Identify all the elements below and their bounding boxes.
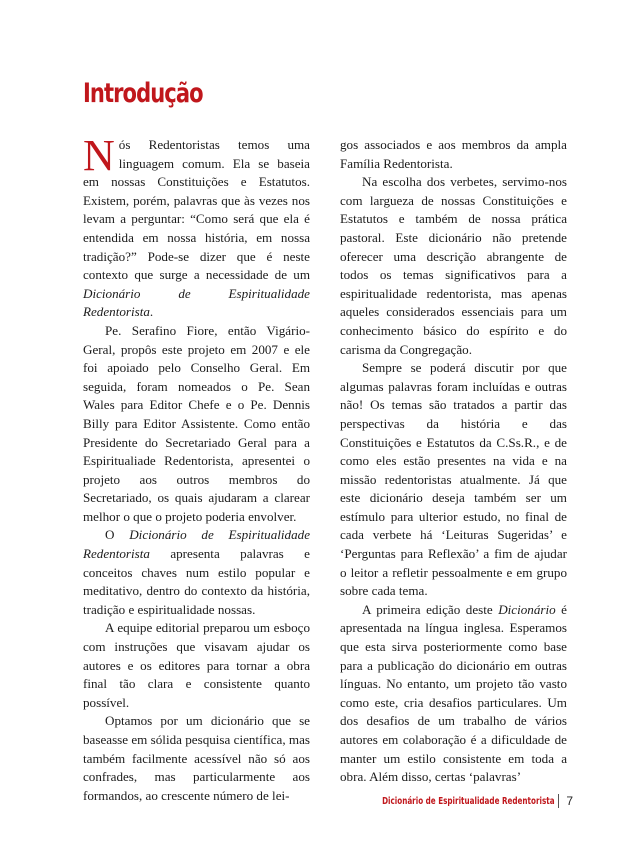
paragraph-7: Na escolha dos verbetes, servimo-nos com largueza de nossas Constituições e Estatutos e também de nossa prática pastoral. Este dicionário não pretende oferecer uma descrição abrangente de todos os temas significativos para a espiritualidade redentorista, mas apenas aqueles considerados essenciais para um conhecimento básico do espírito e do carisma da Congregação. <box>340 174 567 357</box>
page-number: 7 <box>566 794 573 808</box>
right-column <box>340 136 567 787</box>
paragraph-5: Optamos por um dicionário que se baseasse em sólida pesquisa científica, mas também facilmente acessível não só aos confrades, mas particularmente aos formandos, ao crescente número de lei- <box>83 713 310 803</box>
paragraph-6: gos associados e aos membros da ampla Família Redentorista. <box>340 137 567 171</box>
paragraph-2: Pe. Serafino Fiore, então Vigário-Geral, propôs este projeto em 2007 e ele foi apoiado pelo Conselho Geral. Em seguida, foram nomeados o Pe. Sean Wales para Editor Chefe e o Pe. Dennis Billy para Editor Assistente. Como então Presidente do Secretariado Geral para a Espiritualiade Redentorista, apresentei o projeto aos outros membros do Secretariado, os quais ajudaram a clarear melhor o que o projeto poderia envolver. <box>83 322 310 524</box>
drop-cap: N <box>83 131 115 180</box>
page-footer <box>315 794 573 808</box>
paragraph-9: A primeira edição deste Dicionário é apresentada na língua inglesa. Esperamos que esta sirva posteriormente como base para a publicação do dicionário em outras línguas. No entanto, um projeto tão vasto como este, cria desafios particulares. Um dos desafios de um trabalho de vários autores em colaboração é a dificuldade de manter um estilo consistente em toda a obra. Além disso, certas ‘palavras’ <box>340 601 567 785</box>
left-column <box>83 131 311 805</box>
page-title: Introdução <box>83 78 203 109</box>
paragraph-3: O Dicionário de Espiritualidade Redentorista apresenta palavras e conceitos chaves num estilo popular e meditativo, dentro do contexto da história, tradição e espiritualidade nossas. <box>83 527 311 617</box>
paragraph-1: Nós Redentoristas temos uma linguagem comum. Ela se baseia em nossas Constituições e Estatutos. Existem, porém, palavras que às vezes nos levam a perguntar: “Como será que ela é entendida em nossa história, em nossa tradição?” Pode-se dizer que é neste contexto que surge a necessidade de um Dicionário de Espiritualidade Redentorista. <box>83 131 310 320</box>
footer-divider <box>558 794 559 808</box>
running-title: Dicionário de Espiritualidade Redentorista <box>381 795 555 807</box>
paragraph-4: A equipe editorial preparou um esboço com instruções que visavam ajudar os autores e os editores para tornar a obra final tão clara e consistente quanto possível. <box>83 620 310 710</box>
paragraph-8: Sempre se poderá discutir por que algumas palavras foram incluídas e outras não! Os temas são tratados a partir das perspectivas da história e das Constituições e Estatutos da C.Ss.R., e de como eles estão presentes na vida e na missão redentoristas atualmente. Já que este dicionário deseja também ser um estímulo para ulterior estudo, no final de cada verbete há ‘Leituras Sugeridas’ e ‘Perguntas para Reflexão’ a fim de ajudar o leitor a refletir pessoalmente e em grupo sobre cada tema. <box>340 360 567 599</box>
